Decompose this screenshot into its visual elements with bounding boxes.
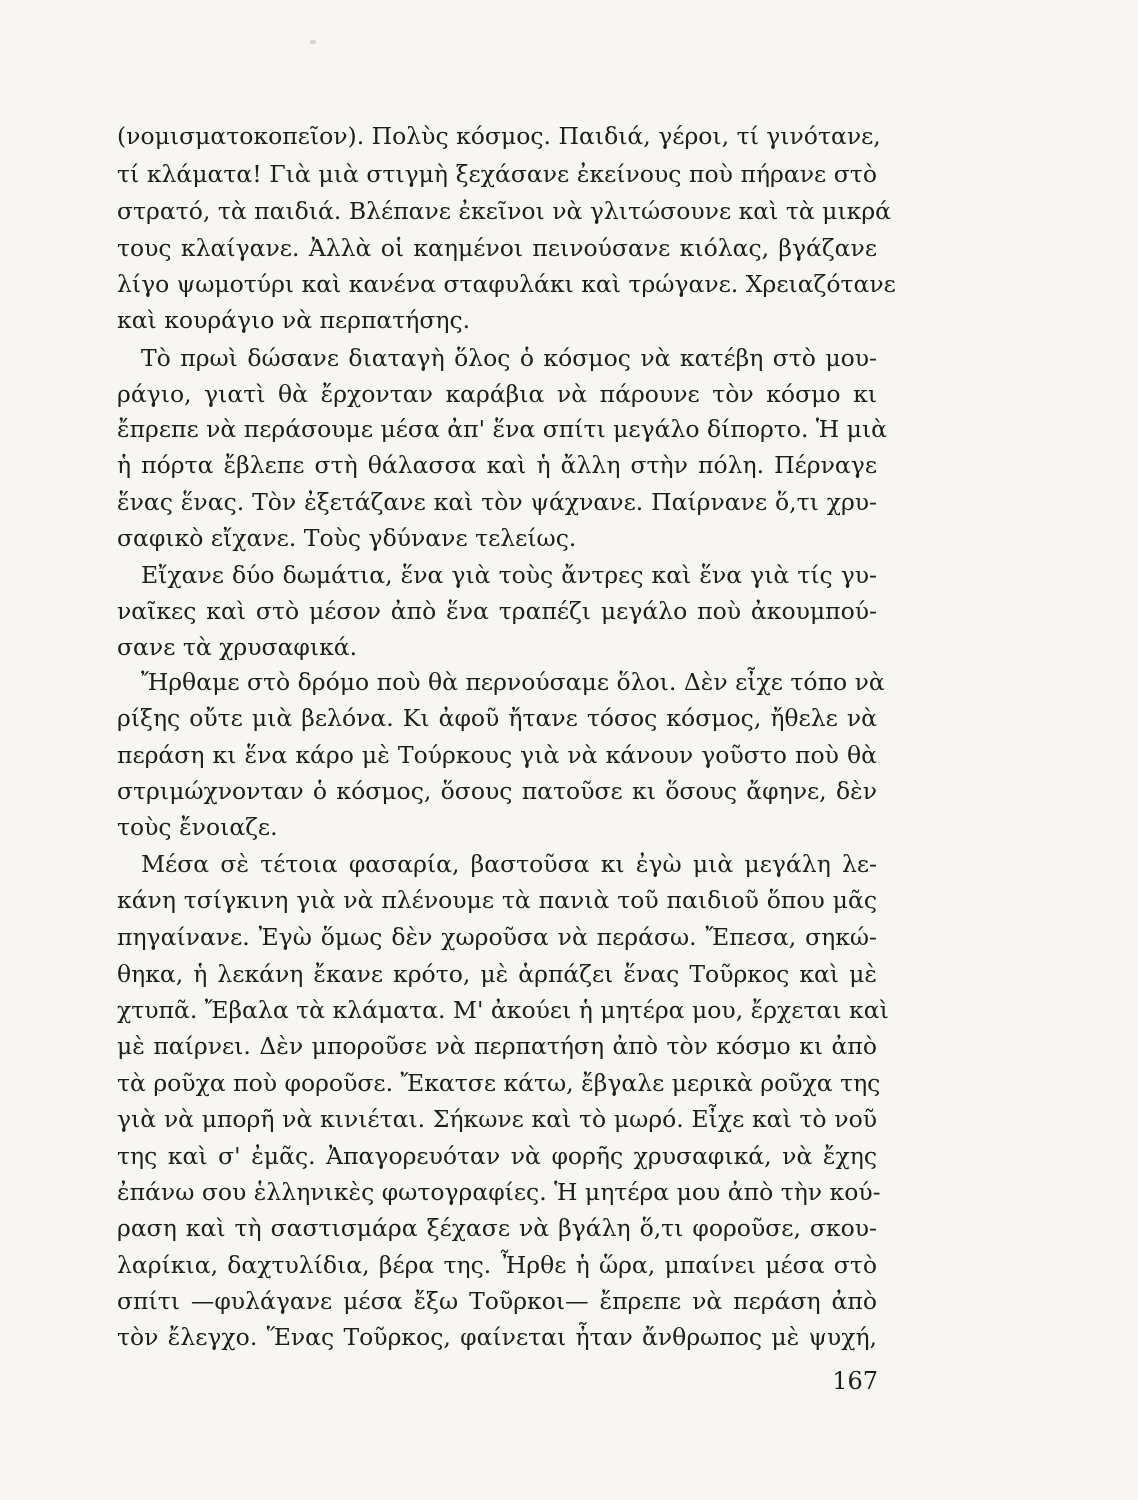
text-line: τὸν ἔλεγχο. Ἕνας Τοῦρκος, φαίνεται ἦταν ἄνθρωπος μὲ ψυχή, xyxy=(117,1323,877,1351)
text-line: καὶ κουράγιο νὰ περπατήσης. xyxy=(117,306,471,334)
text-line: γιὰ νὰ μπορῆ νὰ κινιέται. Σήκωνε καὶ τὸ μωρό. Εἶχε καὶ τὸ νοῦ xyxy=(117,1105,877,1133)
text-line: ραση καὶ τὴ σαστισμάρα ξέχασε νὰ βγάλη ὅ,τι φοροῦσε, σκου- xyxy=(117,1214,877,1242)
text-line: σαφικὸ εἴχανε. Τοὺς γδύνανε τελείως. xyxy=(117,524,577,552)
body-text xyxy=(117,118,896,1368)
text-line: ἐπάνω σου ἑλληνικὲς φωτογραφίες. Ἡ μητέρα μου ἀπὸ τὴν κού- xyxy=(117,1178,881,1206)
text-line: πηγαίνανε. Ἐγὼ ὅμως δὲν χωροῦσα νὰ περάσω. Ἔπεσα, σηκώ- xyxy=(117,923,877,951)
text-line: Τὸ πρωὶ δώσανε διαταγὴ ὅλος ὁ κόσμος νὰ κατέβη στὸ μου- xyxy=(141,344,877,372)
text-line: σανε τὰ χρυσαφικά. xyxy=(117,633,358,661)
text-line: στρατό, τὰ παιδιά. Βλέπανε ἐκεῖνοι νὰ γλιτώσουνε καὶ τὰ μικρά xyxy=(117,197,892,225)
text-line: Μέσα σὲ τέτοια φασαρία, βαστοῦσα κι ἐγὼ μιὰ μεγάλη λε- xyxy=(141,850,877,878)
text-line: Εἴχανε δύο δωμάτια, ἕνα γιὰ τοὺς ἄντρες καὶ ἕνα γιὰ τίς γυ- xyxy=(141,561,877,589)
text-line: θηκα, ἡ λεκάνη ἔκανε κρότο, μὲ ἁρπάζει ἕνας Τοῦρκος καὶ μὲ xyxy=(117,960,877,988)
text-line: Ἤρθαμε στὸ δρόμο ποὺ θὰ περνούσαμε ὅλοι. Δὲν εἶχε τόπο νὰ xyxy=(141,668,885,696)
text-line: περάση κι ἕνα κάρο μὲ Τούρκους γιὰ νὰ κάνουν γοῦστο ποὺ θὰ xyxy=(117,741,877,769)
text-line: χτυπᾶ. Ἔβαλα τὰ κλάματα. Μ' ἀκούει ἡ μητέρα μου, ἔρχεται καὶ xyxy=(117,996,889,1024)
text-line: ἕνας ἕνας. Τὸν ἐξετάζανε καὶ τὸν ψάχνανε. Παίρνανε ὅ,τι χρυ- xyxy=(117,488,877,516)
text-line: (νομισματοκοπεῖον). Πολὺς κόσμος. Παιδιά, γέροι, τί γινότανε, xyxy=(117,122,881,150)
text-line: της καὶ σ' ἐμᾶς. Ἀπαγορευόταν νὰ φορῆς χρυσαφικά, νὰ ἔχης xyxy=(117,1142,877,1170)
text-line: ἔπρεπε νὰ περάσουμε μέσα ἀπ' ἕνα σπίτι μεγάλο δίπορτο. Ἡ μιὰ xyxy=(117,415,888,443)
text-line: τί κλάματα! Γιὰ μιὰ στιγμὴ ξεχάσανε ἐκείνους ποὺ πήρανε στὸ xyxy=(117,160,877,188)
text-line: στριμώχνονταν ὁ κόσμος, ὅσους πατοῦσε κι ὅσους ἄφηνε, δὲν xyxy=(117,777,877,805)
page-number: 167 xyxy=(832,1367,878,1395)
text-line: τους κλαίγανε. Ἀλλὰ οἱ καημένοι πεινούσανε κιόλας, βγάζανε xyxy=(117,234,877,262)
text-line: ναῖκες καὶ στὸ μέσον ἀπὸ ἕνα τραπέζι μεγάλο ποὺ ἀκουμπού- xyxy=(117,597,877,625)
text-line: σπίτι —φυλάγανε μέσα ἔξω Τοῦρκοι— ἔπρεπε νὰ περάση ἀπὸ xyxy=(117,1287,877,1315)
text-line: τοὺς ἔνοιαζε. xyxy=(117,813,278,841)
scan-speck xyxy=(310,40,316,44)
text-line: ρίξης οὔτε μιὰ βελόνα. Κι ἀφοῦ ἤτανε τόσος κόσμος, ἤθελε νὰ xyxy=(117,704,877,732)
text-line: τὰ ροῦχα ποὺ φοροῦσε. Ἔκατσε κάτω, ἔβγαλε μερικὰ ροῦχα της xyxy=(117,1069,881,1097)
text-line: ράγιο, γιατὶ θὰ ἔρχονταν καράβια νὰ πάρουνε τὸν κόσμο κι xyxy=(117,380,877,408)
text-line: κάνη τσίγκινη γιὰ νὰ πλένουμε τὰ πανιὰ τοῦ παιδιοῦ ὅπου μᾶς xyxy=(117,886,877,914)
text-line: ἡ πόρτα ἔβλεπε στὴ θάλασσα καὶ ἡ ἄλλη στὴν πόλη. Πέρναγε xyxy=(117,451,877,479)
text-line: λαρίκια, δαχτυλίδια, βέρα της. Ἦρθε ἡ ὥρα, μπαίνει μέσα στὸ xyxy=(117,1251,877,1279)
text-line: λίγο ψωμοτύρι καὶ κανένα σταφυλάκι καὶ τρώγανε. Χρειαζότανε xyxy=(117,270,896,298)
text-line: μὲ παίρνει. Δὲν μποροῦσε νὰ περπατήση ἀπὸ τὸν κόσμο κι ἀπὸ xyxy=(117,1032,877,1060)
